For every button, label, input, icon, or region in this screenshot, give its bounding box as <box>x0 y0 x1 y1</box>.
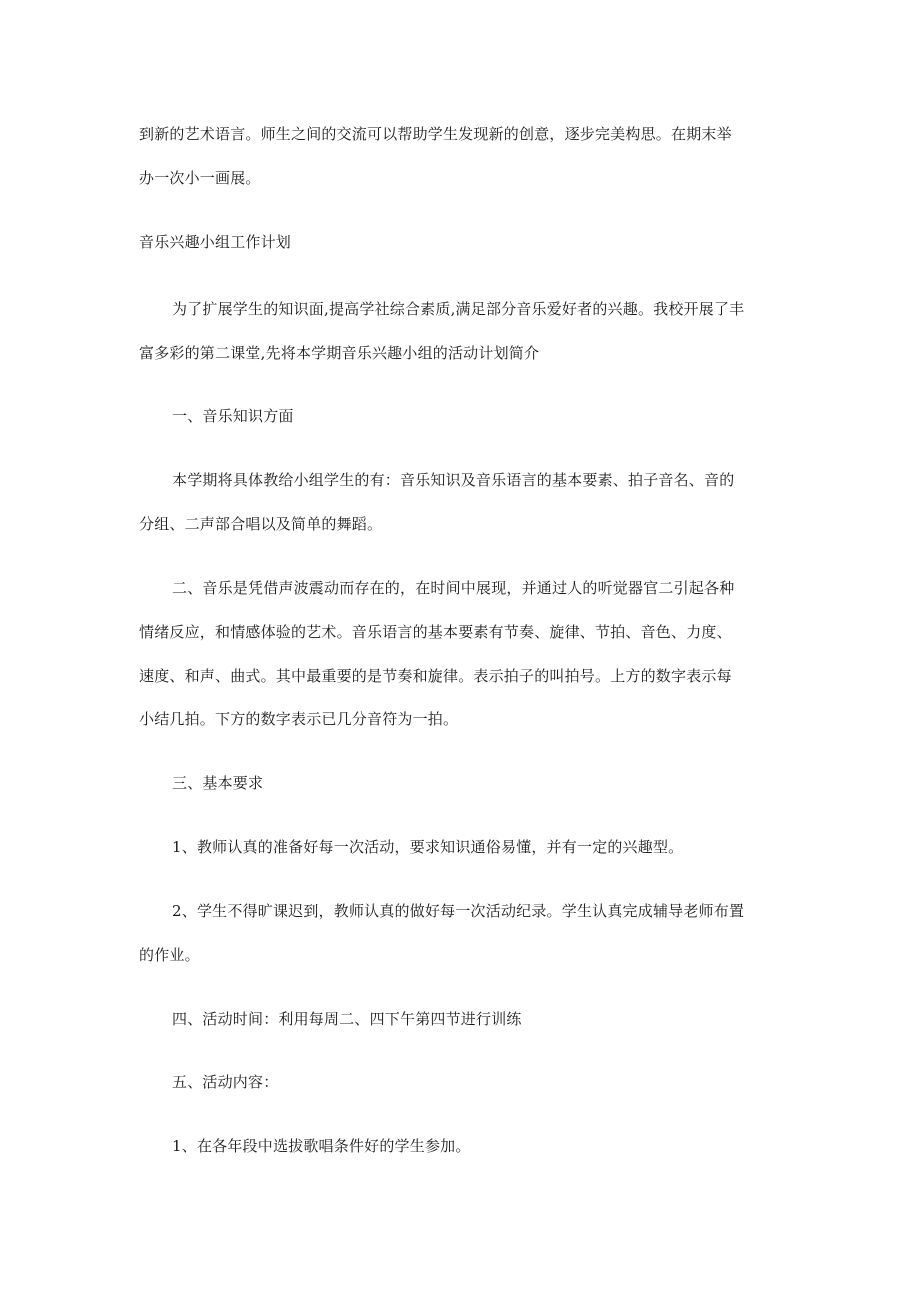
list-item: 2、学生不得旷课迟到，教师认真的做好每一次活动纪录。学生认真完成辅导老师布置 <box>172 902 745 920</box>
list-item: 1、教师认真的准备好每一次活动，要求知识通俗易懂，并有一定的兴趣型。 <box>172 838 684 856</box>
paragraph-line: 小结几拍。下方的数字表示已几分音符为一拍。 <box>139 710 459 728</box>
section-heading: 一、音乐知识方面 <box>172 407 294 425</box>
paragraph-line: 速度、和声、曲式。其中最重要的是节奏和旋律。表示拍子的叫拍号。上方的数字表示每 <box>139 667 732 685</box>
paragraph-line: 办一次小一画展。 <box>139 169 261 187</box>
paragraph-line: 的作业。 <box>139 946 200 964</box>
paragraph-line: 二、音乐是凭借声波震动而存在的，在时间中展现，并通过人的听觉器官二引起各种 <box>172 579 735 597</box>
section-heading: 三、基本要求 <box>172 774 264 792</box>
paragraph-line: 富多彩的第二课堂,先将本学期音乐兴趣小组的活动计划简介 <box>139 344 540 362</box>
paragraph-line: 分组、二声部合唱以及简单的舞蹈。 <box>139 515 383 533</box>
list-item: 1、在各年段中选拔歌唱条件好的学生参加。 <box>172 1137 471 1155</box>
section-heading: 四、活动时间：利用每周二、四下午第四节进行训练 <box>172 1010 522 1028</box>
paragraph-line: 本学期将具体教给小组学生的有：音乐知识及音乐语言的基本要素、拍子音名、音的 <box>172 471 735 489</box>
paragraph-line: 到新的艺术语言。师生之间的交流可以帮助学生发现新的创意，逐步完美构思。在期末举 <box>139 125 732 143</box>
section-heading: 五、活动内容： <box>172 1073 279 1091</box>
paragraph-line: 为了扩展学生的知识面,提高学社综合素质,满足部分音乐爱好者的兴趣。我校开展了丰 <box>172 300 745 318</box>
section-title: 音乐兴趣小组工作计划 <box>139 233 292 251</box>
paragraph-line: 情绪反应，和情感体验的艺术。音乐语言的基本要素有节奏、旋律、节拍、音色、力度、 <box>139 623 732 641</box>
